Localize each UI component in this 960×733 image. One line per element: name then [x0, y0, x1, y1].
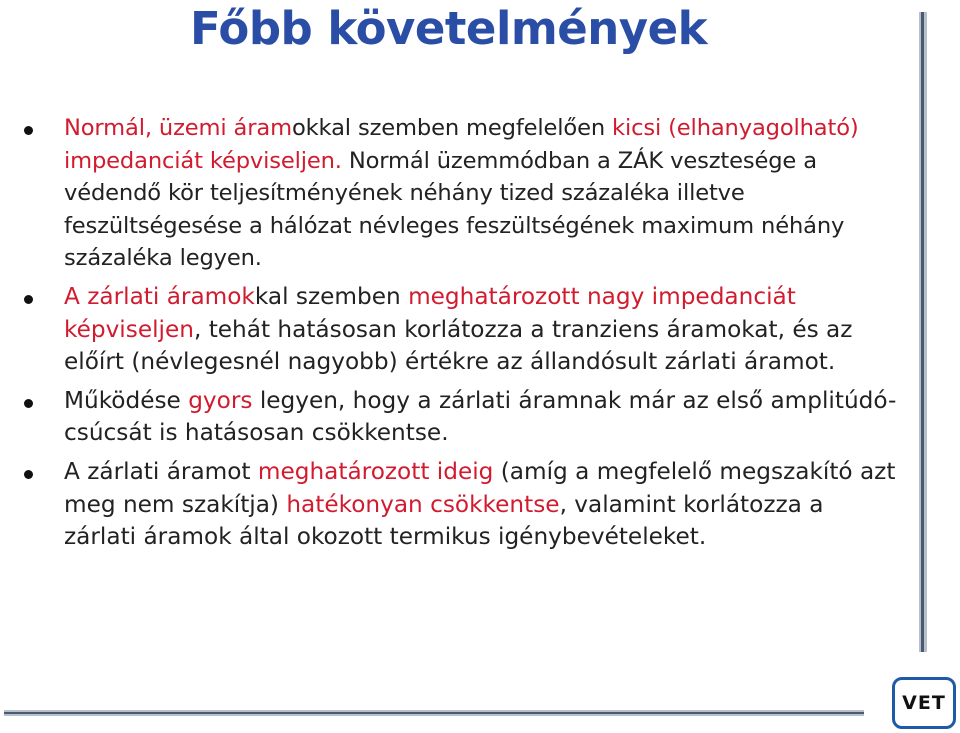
bullet-segment: A zárlati áramot — [64, 457, 258, 485]
bullet-segment: legyen, hogy a zárlati áramnak már az első amplitúdó-csúcsát is hatásosan csökkentse. — [64, 386, 897, 447]
bullet-segment: meghatározott ideig — [257, 457, 494, 485]
bullet-segment: meghatározott nagy impedanciát képviseljen — [64, 282, 796, 343]
bullet-segment: Normál, üzemi áram — [64, 115, 292, 141]
vertical-divider — [919, 12, 927, 652]
vet-logo — [892, 677, 956, 729]
bullet-segment: okkal szemben megfelelően — [291, 115, 613, 141]
horizontal-divider — [4, 710, 864, 716]
bullet-segment: hatékonyan csökkentse — [286, 490, 560, 518]
bullet-item — [0, 112, 900, 275]
bullet-segment: kicsi (elhanyagolható) impedanciát képviseljen. — [64, 115, 859, 174]
bullet-list — [0, 112, 900, 560]
bullet-dot-icon — [24, 295, 33, 304]
bullet-dot-icon — [24, 399, 33, 408]
bullet-segment: Működése — [64, 386, 189, 414]
bullet-dot-icon — [24, 126, 33, 135]
bullet-segment: , valamint korlátozza a zárlati áramok által okozott termikus igénybevételeket. — [64, 490, 824, 551]
bullet-item — [0, 281, 900, 379]
slide-title: Főbb követelmények — [190, 2, 708, 55]
bullet-segment: (amíg a megfelelő megszakító azt meg nem szakítja) — [64, 457, 896, 518]
bullet-segment: , tehát hatásosan korlátozza a tranziens áramokat, és az előírt (névlegesnél nagyobb) értékre az állandósult zárlati áramot. — [64, 315, 853, 376]
bullet-segment: Normál üzemmódban a ZÁK vesztesége a védendő kör teljesítményének néhány tized százaléka illetve feszültségesése a hálózat névleges feszültségének maximum néhány százaléka legyen. — [64, 147, 845, 272]
bullet-segment: kal szemben — [254, 282, 409, 310]
bullet-item — [0, 385, 900, 450]
bullet-dot-icon — [24, 470, 33, 479]
bullet-item — [0, 456, 900, 554]
logo-text: VET — [902, 692, 946, 714]
bullet-segment: gyors — [188, 386, 253, 414]
bullet-segment: A zárlati áramok — [64, 282, 255, 310]
